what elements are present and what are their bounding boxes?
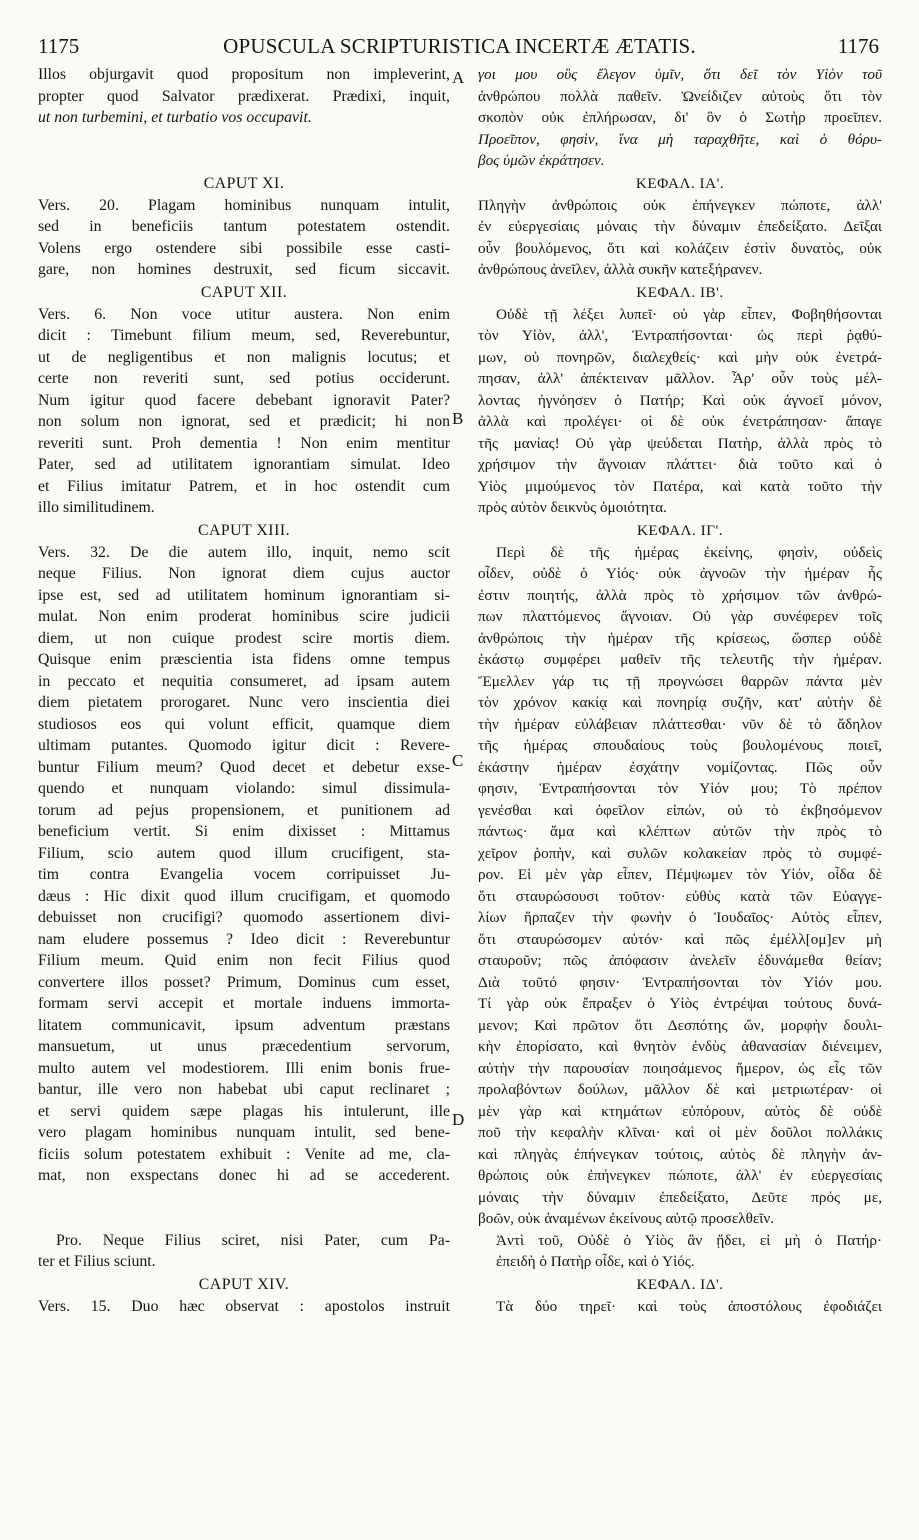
latin-text-line xyxy=(38,1187,450,1209)
greek-text-line: ἀνθρώποις τὴν ἡμέραν τῆς κρίσεως, ὥσπερ οὐδὲ xyxy=(478,629,882,647)
latin-text-line: dæus : Hic dixit quod illum crucifigam, et quomodo xyxy=(38,887,450,905)
greek-text-heading: ΚΕΦΑΛ. ΙΔ'. xyxy=(636,1275,724,1293)
latin-text-line: debuisset non crucifigi? quomodo assertionem divi- xyxy=(38,909,450,926)
margin-letter-c: C xyxy=(452,751,464,770)
page-number-right: 1176 xyxy=(837,34,879,58)
greek-text-line: οἶδεν, οὐδὲ ὁ Υἱός· οὐκ ἀγνοῶν τὴν ἡμέραν ἧς xyxy=(478,565,882,582)
latin-text-line: et servi quidem sæpe plagas his intulerunt, ille xyxy=(38,1102,450,1120)
page-number-left: 1175 xyxy=(38,34,80,58)
greek-text-line: ἀλλὰ καὶ προλέγει· οἱ δὲ οὐκ ἐνετράπησαν· ἄπαγε xyxy=(478,413,882,430)
latin-text-line: ultimam putantes. Quomodo igitur dicit : Revere- xyxy=(38,737,450,754)
greek-text-line: ἀνθρώπου πολλὰ παθεῖν. Ὠνείδιζεν αὐτοὺς ὅτι τὸν xyxy=(478,87,882,105)
latin-text-line: Quisque enim præscientia ista fidens omne tempus xyxy=(38,651,450,668)
latin-text-line xyxy=(38,150,450,172)
latin-text-line: tim contra Evangelia vocem corripuisset Ju- xyxy=(38,866,450,883)
latin-text-line: Vers. 6. Non voce utitur austera. Non enim xyxy=(38,305,450,323)
greek-text-line: Υἱὸς μιμούμενος τὸν Πατέρα, καὶ κατὰ τοῦτο τὴν xyxy=(478,477,882,495)
margin-letter-d: D xyxy=(452,1110,465,1129)
latin-text-line: multo autem vel modestiorem. Illi enim bonis frue- xyxy=(38,1059,450,1077)
latin-text-line: propter quod Salvator prædixerat. Prædixi, inquit, xyxy=(38,87,450,105)
latin-text-line xyxy=(38,129,450,151)
latin-text-line: et Filius imitatur Patrem, et in hoc ostendit cum xyxy=(38,477,450,495)
latin-text-heading: CAPUT XI. xyxy=(203,174,285,192)
latin-text-line: Vers. 15. Duo hæc observat : apostolos instruit xyxy=(38,1297,450,1315)
greek-text-line: προλαβόντων δούλων, μᾶλλον δὲ καὶ μετριωτέραν· οἱ xyxy=(478,1081,882,1098)
latin-text-line: Vers. 32. De die autem illo, inquit, nemo scit xyxy=(38,543,450,561)
greek-text-line: λοντας ἠγνόησεν ὁ Πατήρ; Καὶ οὐκ ἀγνοεῖ μόνον, xyxy=(478,391,882,409)
greek-text-line: Ἔμελλεν γάρ τις τῇ προγνώσει θαρρῶν πάντα μὲν xyxy=(478,672,882,690)
greek-text-line: κὴν ἐπορίσατο, καὶ θνητὸν ἐνδὺς ἀθανασίαν διένειμεν, xyxy=(478,1038,882,1055)
latin-text-line: Num igitur quod facere debebant ignoravit Pater? xyxy=(38,391,450,409)
latin-text-line: ter et Filius sciunt. xyxy=(38,1253,156,1270)
latin-text-line: Pater, sed ad utilitatem ignorantiam simulat. Ideo xyxy=(38,456,450,473)
greek-text-line: πησαν, ἀλλ' ἀπέκτειναν μᾶλλον. Ἆρ' οὖν τοὺς μέλ- xyxy=(478,370,882,387)
greek-text-line: λίων ἥρπαζεν τὴν φωνὴν ὁ Ἰουδαῖος· Αὐτὸς εἶπεν, xyxy=(478,909,882,926)
greek-text-line: Περὶ δὲ τῆς ἡμέρας ἐκείνης, φησὶν, οὐδεὶς xyxy=(496,543,882,561)
latin-text-line: Pro. Neque Filius sciret, nisi Pater, cum Pa- xyxy=(56,1231,450,1249)
latin-text-line: sed in beneficiis tantum potestatem ostendit. xyxy=(38,218,450,235)
greek-text-line: Πληγὴν ἀνθρώποις οὐκ ἐπήνεγκεν πώποτε, ἀλλ' xyxy=(478,196,882,214)
greek-text-line: μόναις τὴν δύναμιν ἐπεδείξατο, Δεῦτε πρός με, xyxy=(478,1188,882,1206)
latin-text-line: quendo et nunquam violando: simul dissimula- xyxy=(38,780,450,797)
latin-text-line: neque Filius. Non ignorat diem cujus auctor xyxy=(38,565,450,582)
greek-text-line: βος ὑμῶν ἐκράτησεν. xyxy=(478,152,605,169)
page-header xyxy=(0,34,919,60)
latin-text-line: ipse est, sed ad utilitatem hominum ignorantiam si- xyxy=(38,586,450,604)
greek-text-line: μενον; Καὶ πρῶτον ὅτι Δεσπότης ὤν, μορφὴν δουλι- xyxy=(478,1016,882,1034)
greek-text-line: τῆς ἡμέρας σπουδαίους τοὺς βουλομένους ποιεῖ, xyxy=(478,737,882,754)
latin-text-line: mat, non exspectans donec hi ad se accederent. xyxy=(38,1167,450,1184)
latin-text-line: reveriti sunt. Proh dementia ! Non enim mentitur xyxy=(38,434,450,452)
greek-text-line: θρώποις οὐκ ἐπήνεγκεν πώποτε, ἀλλ' ἐν εὐεργεσίαις xyxy=(478,1167,882,1184)
latin-text-line: nam eludere possemus ? Ideo dicit : Reverebuntur xyxy=(38,930,450,948)
latin-text-line: vero plagam hominibus nunquam intulit, sed bene- xyxy=(38,1124,450,1141)
greek-text-line: πάντως· ἅμα καὶ κλέπτων αὐτῶν τὴν πρὸς τὸ xyxy=(478,823,882,840)
latin-text-line: litatem communicavit, ipsum adventum præstans xyxy=(38,1016,450,1034)
greek-text-line: γοι μου οὓς ἔλεγον ὑμῖν, ὅτι δεῖ τὸν Υἱὸν τοῦ xyxy=(478,66,882,83)
greek-text-line: ἑκάστην ἡμέραν ἐσχάτην νομίζοντας. Πῶς οὖν xyxy=(478,758,882,776)
greek-text-line: χεῖρον ῥοπὴν, καὶ συλῶν κολακείαν πρὸς τὸ συμφέ- xyxy=(478,844,882,862)
greek-text-line: ἐν εὐεργεσίαις μόναις τὴν δύναμιν ἐπεδείξατο. Δεῖξαι xyxy=(478,218,882,235)
latin-text-line: illo similitudinem. xyxy=(38,499,155,516)
greek-text-line: ἀνθρώπους ἀνεῖλεν, ἀλλὰ συκῆν κατεξήρανεν. xyxy=(478,261,763,278)
running-title: OPUSCULA SCRIPTURISTICA INCERTÆ ÆTATIS. xyxy=(223,34,696,58)
latin-text-line: diem, ut non cuique prodest scire mortis diem. xyxy=(38,629,450,647)
latin-text-line: dicit : Timebunt filium meum, sed, Reverebuntur, xyxy=(38,327,450,344)
latin-text-line: torum ad pejus propensionem, et punitionem ad xyxy=(38,801,450,819)
latin-text-line: mulat. Non enim proderat hominibus scire judicii xyxy=(38,608,450,625)
greek-text-line: βοῶν, οὐκ ἀναμένων ἐκείνους αὐτῷ προσελθεῖν. xyxy=(478,1210,775,1227)
greek-text-line: τὴν ἡμέραν εὐλάβειαν πλάττεσθαι· νῦν δὲ τὸ ἄδηλον xyxy=(478,715,882,733)
greek-text-line: καὶ πληγὰς ἐπήνεγκαν τούτοις, αὐτὸς δὲ πληγὴν ἀν- xyxy=(478,1145,882,1163)
latin-text-line: formam servi accepit et mortale induens immorta- xyxy=(38,995,450,1012)
greek-text-line: ἑκάστῳ συμφέρει μαθεῖν τῆς τελευτῆς τὴν ἡμέραν. xyxy=(478,651,882,668)
margin-letter-a: A xyxy=(452,68,465,87)
greek-text-line: οὖν βουλόμενος, ὅτι καὶ κολάζειν ἐστὶν δυνατὸς, οὐκ xyxy=(478,239,882,257)
greek-text-line: μὲν γὰρ καὶ κτημάτων εὐπόρουν, αὐτὸς δὲ οὐδὲ xyxy=(478,1102,882,1120)
greek-text-line: πων πλαττόμενος ἄγνοιαν. Οὐ γὰρ συνέφερεν τοῖς xyxy=(478,608,882,625)
greek-text-line: Τὰ δύο τηρεῖ· καὶ τοὺς ἀποστόλους ἐφοδιάζει xyxy=(496,1297,882,1315)
latin-text-line: Illos objurgavit quod propositum non impleverint, xyxy=(38,66,450,83)
latin-text-line: ut non turbemini, et turbatio vos occupavit. xyxy=(38,109,312,126)
greek-text-line: ρον. Εἰ μὲν γὰρ εἶπεν, Πέμψωμεν τὸν Υἱόν, οἶδα δὲ xyxy=(478,866,882,883)
latin-text-line: Vers. 20. Plagam hominibus nunquam intulit, xyxy=(38,196,450,214)
greek-text-line: γενέσθαι καὶ ὀφεῖλον εἰπών, οὐ τὸ ἐκβησόμενον xyxy=(478,801,882,819)
greek-text-line: τῆς μανίας! Οὐ γὰρ ψεύδεται Πατὴρ, ἀλλὰ πρὸς τὸ xyxy=(478,434,882,452)
latin-text-line: mansuetum, ut unus præcedentium servorum, xyxy=(38,1038,450,1055)
latin-text-line: gare, non homines destruxit, sed ficum siccavit. xyxy=(38,261,450,278)
greek-column xyxy=(478,64,882,1317)
greek-text-line: μων, οὐ πονηρῶν, διαλεχθείς· καὶ μὴν οὐκ ἐνετρά- xyxy=(478,348,882,366)
latin-text-line: beneficium vertit. Si enim dixisset : Mittamus xyxy=(38,823,450,840)
greek-text-line: τὸν Υἱὸν, ἀλλ', Ἐντραπήσονται· ὡς περὶ ῥᾳθύ- xyxy=(478,327,882,344)
latin-text-line: diem pietatem prorogaret. Nunc vero inscientia diei xyxy=(38,694,450,711)
greek-text-line: Ἀντὶ τοῦ, Οὐδὲ ὁ Υἱὸς ἂν ᾔδει, εἰ μὴ ὁ Πατήρ· xyxy=(496,1231,882,1249)
latin-text-line: certe non reveriti sunt, sed potius occiderunt. xyxy=(38,370,450,387)
latin-text-heading: CAPUT XIV. xyxy=(198,1275,290,1293)
latin-text-line: Filium, scio autem quod illum crucifigent, sta- xyxy=(38,844,450,862)
latin-text-heading: CAPUT XIII. xyxy=(197,521,291,539)
latin-text-line: studiosos eos qui volunt efficit, quamque diem xyxy=(38,715,450,733)
greek-text-line: Διὰ τοῦτό φησιν· Ἐντραπήσονται τὸν Υἱόν μου. xyxy=(478,973,882,991)
greek-text-line: πρὸς αὐτὸν δεικνὺς ὁμοιότητα. xyxy=(478,499,667,516)
greek-text-heading: ΚΕΦΑΛ. ΙΒ'. xyxy=(636,283,724,301)
latin-text-line: in peccato et nequitia consumeret, ad ipsam autem xyxy=(38,672,450,690)
latin-text-line: Filium meum. Quid enim non fecit Filius quod xyxy=(38,952,450,969)
greek-text-line: ὅτι σταυρώσομεν αὐτόν· καὶ πῶς ἐμέλλ[ομ]εν μὴ xyxy=(478,930,882,948)
greek-text-heading: ΚΕΦΑΛ. ΙΓ'. xyxy=(636,521,724,539)
greek-text-line: ποῦ τὴν κεφαλὴν κλῖναι· καὶ οἱ μὲν δοῦλοι πολλάκις xyxy=(478,1124,882,1141)
greek-text-heading: ΚΕΦΑΛ. ΙΑ'. xyxy=(635,174,725,192)
latin-text-line: non solum non ignorat, sed et prædicit; hi non xyxy=(38,413,450,430)
greek-text-line: φησιν, Ἐντραπήσονται τὸν Υἱόν μου; Τὸ πρέπον xyxy=(478,780,882,797)
latin-text-line: ficiis solum potestatem exhibuit : Venite ad me, cla- xyxy=(38,1145,450,1163)
latin-text-line: convertere illos posset? Primum, Dominus cum esset, xyxy=(38,973,450,991)
latin-text-line: Volens ergo ostendere sibi possibile esse casti- xyxy=(38,239,450,257)
latin-text-line: buntur Filium meum? Quod decet et debetur exse- xyxy=(38,758,450,776)
greek-text-line: Τί γὰρ οὐκ ἔπραξεν ὁ Υἱὸς ἐντρέψαι τούτους δυνά- xyxy=(478,995,882,1012)
greek-text-line: ὅτι σταυρώσουσι τοῦτον· εὐθὺς κατὰ τῶν Εὐαγγε- xyxy=(478,887,882,905)
greek-text-line: ἐπειδὴ ὁ Πατὴρ οἶδε, καὶ ὁ Υἱός. xyxy=(496,1253,695,1270)
greek-text-line: σταυροῦν; πῶς ἀπόφασιν ἀνελεῖν ἐδυνάμεθα θείαν; xyxy=(478,952,882,969)
greek-text-line: σκοπὸν οὐκ ἐπλήρωσαν, δι' ὃν ὁ Σωτὴρ προεῖπεν. xyxy=(478,109,882,126)
greek-text-line: χρήσιμον τὴν ἄγνοιαν πλάττει· διὰ τοῦτο καὶ ὁ xyxy=(478,456,882,473)
latin-text-line: ut de negligentibus et non malignis locutus; et xyxy=(38,348,450,366)
latin-column xyxy=(38,64,450,1317)
greek-text-line: τὸν χρόνον κακίᾳ καὶ πονηρίᾳ συζῆν, κατ' αὐτὴν δὲ xyxy=(478,694,882,711)
latin-text-heading: CAPUT XII. xyxy=(200,283,288,301)
latin-text-line xyxy=(38,1208,450,1230)
greek-text-line: ἐστιν ποιητής, ἀλλὰ πρὸς τὸ χρήσιμον τῶν ἀνθρώ- xyxy=(478,586,882,604)
greek-text-line: αὐτὴν τὴν παρουσίαν ποιησάμενος ἥμερον, ὡς εἷς τῶν xyxy=(478,1059,882,1077)
greek-text-line: Προεῖπον, φησὶν, ἵνα μὴ ταραχθῆτε, καὶ ὁ θόρυ- xyxy=(478,130,882,148)
greek-text-line: Οὐδὲ τῇ λέξει λυπεῖ· οὐ γὰρ εἶπεν, Φοβηθήσονται xyxy=(496,305,882,323)
latin-text-line: bantur, ille vero non habebat ubi caput reclinaret ; xyxy=(38,1081,450,1098)
margin-letter-b: B xyxy=(452,409,464,428)
